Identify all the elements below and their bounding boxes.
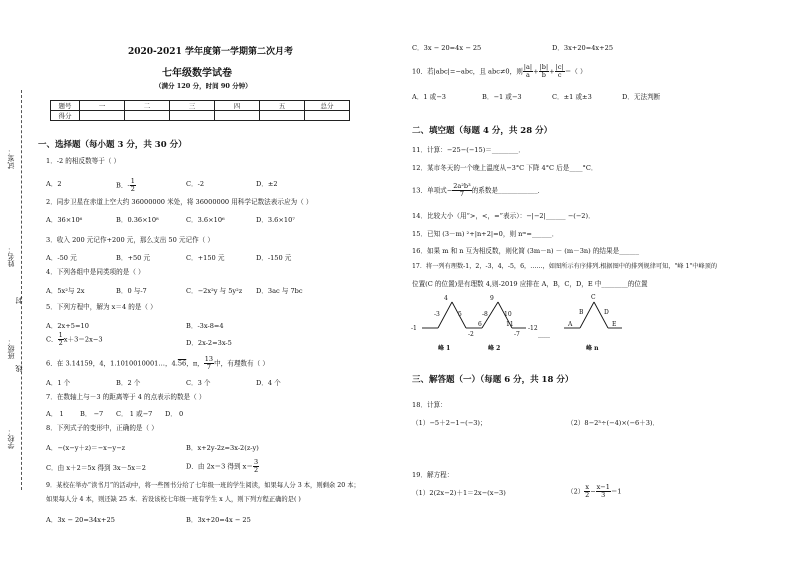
binding-label-name: 姓名： <box>7 246 15 267</box>
exam-note: （满分 120 分，时间 90 分钟） <box>155 82 252 90</box>
question-4: 4．下列各组中是同类项的是（ ） <box>46 268 145 276</box>
q9-option-d: D．3x+20=4x+25 <box>552 44 614 52</box>
q4-option-a: A．5x²与 2x <box>46 287 85 295</box>
q5-option-c: C． $\frac{1}{2}$ x＋3＝2x−3 <box>46 331 103 347</box>
score-cell: 得分 <box>51 111 80 121</box>
question-18: 18．计算： <box>412 401 447 409</box>
q4-option-c: C．−2x²y 与 5y²z <box>186 287 243 295</box>
exam-title: 2020-2021 学年度第一学期第二次月考 <box>128 47 293 57</box>
q3-option-c: C．+150 元 <box>186 254 225 262</box>
peak-label: -8 <box>482 311 488 318</box>
q1-option-a: A．2 <box>46 180 62 188</box>
question-2: 2．同步卫星在赤道上空大约 36000000 米处，将 36000000 用科学记数法表示应为（ ） <box>46 198 313 206</box>
peak-label: 6 <box>478 321 482 328</box>
question-12: 12．某市冬天的一个晚上温度从−3°C 下降 4°C 后是____°C． <box>412 164 598 172</box>
binding-label-class: 班级： <box>7 338 15 359</box>
peak-letter: A <box>568 321 573 328</box>
q10-option-d: D．无法判断 <box>622 93 661 101</box>
q9-option-a: A．3x − 20=34x+25 <box>46 516 115 524</box>
peak-label: -2 <box>468 331 474 338</box>
q10-option-b: B．−1 或−3 <box>482 93 522 101</box>
score-cell: 题号 <box>51 101 80 111</box>
q4-option-d: D．3ac 与 7bc <box>256 287 303 295</box>
question-19: 19．解方程： <box>412 471 454 479</box>
peak-letter: B <box>579 309 584 316</box>
q3-option-b: B．+50 元 <box>116 254 151 262</box>
binding-label-seal: 封 <box>15 297 23 304</box>
peak-label: -12 <box>528 325 538 332</box>
peaks-diagram <box>408 290 638 354</box>
score-cell: 总分 <box>305 101 350 111</box>
score-cell: 二 <box>125 101 170 111</box>
section-1-heading: 一、选择题（每小题 3 分，共 30 分） <box>38 140 187 150</box>
peak-caption: 峰 1 <box>438 345 451 352</box>
q1-option-c: C．-2 <box>186 180 205 188</box>
peak-label: -1 <box>411 325 417 332</box>
question-15: 15．已知 (3－m) ²+|n+2|=0，则 nᵐ=______． <box>412 230 559 238</box>
question-17-line-1: 17．将一列有理数-1，2，-3，4，-5，6，……，如图所示有序排列.根据图中的排列规律可知，"峰 1"中峰顶的 <box>412 263 718 270</box>
peak-letter: E <box>612 321 617 328</box>
exam-subtitle: 七年级数学试卷 <box>162 68 232 79</box>
binding-dashed-line <box>21 90 22 490</box>
peak-letter: D <box>604 309 609 316</box>
q1-option-d: D．±2 <box>256 180 278 188</box>
q2-option-a: A．36×10⁶ <box>46 216 83 224</box>
peak-dots: …… <box>538 333 550 340</box>
question-7: 7．在数轴上与－3 的距离等于 4 的点表示的数是（ ） <box>46 393 206 401</box>
score-cell: 一 <box>80 101 125 111</box>
q8-option-a: A．−(x−y＋z)＝−x−y−z <box>46 444 126 452</box>
question-9-line-2: 如果每人分 4 本，则还缺 25 本．若设该校七年级一班有学生 x 人，则下列方程正确的是( ) <box>46 496 301 503</box>
score-table <box>50 100 350 121</box>
question-8: 8．下列式子的变形中，正确的是（ ） <box>46 424 158 432</box>
question-5: 5．下列方程中，解为 x＝4 的是（ ） <box>46 303 157 311</box>
section-3-heading: 三、解答题（一）（每题 6 分，共 18 分） <box>412 375 574 385</box>
binding-label-room: 试室： <box>7 148 15 169</box>
q3-option-a: A．-50 元 <box>46 254 77 262</box>
score-cell: 三 <box>170 101 215 111</box>
q9-option-b: B．3x+20=4x − 25 <box>186 516 251 524</box>
question-18-part-2: （2）8−2³÷(−4)×(−6＋3)． <box>567 419 660 427</box>
question-19-part-2: （2） $\frac{x}{2}$ − $\frac{x-1}{3}$ ＝1 <box>567 483 622 499</box>
question-10: 10．若|abc|=−abc，且 abc≠0，则 $\frac{|a|}{a}$ + $\frac{|b|}{b}$ + $\frac{|c|}{c}$ ＝（ ） <box>412 63 587 79</box>
q8-option-c: C．由 x＋2＝5x 得到 3x－5x＝2 <box>46 464 146 472</box>
peak-label: -7 <box>514 331 520 338</box>
question-11: 11．计算：−25−(−15)＝________． <box>412 146 525 154</box>
q7-option-c: C． 1 或−7 <box>116 410 153 418</box>
question-6: 6．在 3.14159，4，1.1010010001…，4.56，π， $\frac{13}{7}$ 中，有理数有（ ） <box>46 355 269 371</box>
question-3: 3．收入 200 元记作+200 元，那么支出 50 元记作（ ） <box>46 236 214 244</box>
q6-option-c: C．3 个 <box>186 379 211 387</box>
q10-option-c: C．±1 或±3 <box>552 93 592 101</box>
q7-option-a: A． 1 <box>46 410 64 418</box>
question-17-line-2: 位置(C 的位置)是有理数 4,则-2019 应排在 A，B，C，D，E 中________的位置 <box>412 280 648 288</box>
peak-line <box>438 302 452 328</box>
question-13: 13．单项式− $\frac{\text{2a²b³}}{7}$ 的系数是____________． <box>412 182 545 198</box>
peak-caption: 峰 n <box>586 345 599 352</box>
q2-option-c: C．3.6×10⁶ <box>186 216 225 224</box>
q3-option-d: D．-150 元 <box>256 254 292 262</box>
peak-label: 10 <box>504 311 512 318</box>
q2-option-d: D．3.6×10⁷ <box>256 216 295 224</box>
q7-option-d: D． 0 <box>165 410 184 418</box>
q1-option-b: B．- $\frac{1}{2}$ <box>116 177 135 193</box>
q2-option-b: B．0.36×10⁸ <box>116 216 159 224</box>
question-1: 1．-2 的相反数等于（ ） <box>46 157 121 165</box>
q10-option-a: A．1 或−3 <box>412 93 446 101</box>
peak-label: 9 <box>490 295 494 302</box>
peak-label: -3 <box>434 311 440 318</box>
q5-option-a: A．2x+5=10 <box>46 322 89 330</box>
q7-option-b: B． −7 <box>80 410 104 418</box>
binding-label-school: 学校： <box>7 428 15 449</box>
section-2-heading: 二、填空题（每题 4 分，共 28 分） <box>412 126 553 136</box>
q8-option-d: D．由 2x＝3 得到 x＝ $\frac{3}{2}$ <box>186 458 259 474</box>
peak-label: 4 <box>444 295 448 302</box>
q5-option-d: D．2x-2=3x-5 <box>186 339 232 347</box>
peak-letter: C <box>591 294 596 301</box>
q6-option-b: B．2 个 <box>116 379 141 387</box>
q9-option-c: C．3x − 20=4x − 25 <box>412 44 482 52</box>
binding-label-line: 线 <box>15 365 23 372</box>
peak-label: 11 <box>506 321 514 328</box>
question-9-line-1: 9．某校在举办“读书月”的活动中，将一些图书分给了七年级一班的学生阅读，如果每人分 3 本，则剩余 20 本； <box>46 482 360 489</box>
q6-option-a: A．1 个 <box>46 379 71 387</box>
score-cell: 五 <box>260 101 305 111</box>
q5-option-b: B．-3x-8=4 <box>186 322 224 330</box>
question-19-part-1: （1）2(2x−2)＋1＝2x−(x−3) <box>412 489 506 497</box>
question-16: 16．如果 m 和 n 互为相反数，则化简 (3m－n) － (m－3n) 的结果是______ <box>412 247 639 255</box>
question-18-part-1: （1）−5＋2−1−(−3)； <box>412 419 487 427</box>
q4-option-b: B．0 与-7 <box>116 287 147 295</box>
peak-caption: 峰 2 <box>488 345 501 352</box>
q8-option-b: B．x+2y-2z=3x-2(z-y) <box>186 444 259 452</box>
question-14: 14．比较大小（用“>，<，=”表示）：−|−2|______ −(−2)． <box>412 212 595 220</box>
peak-label: 5 <box>458 311 462 318</box>
q6-option-d: D．4 个 <box>256 379 281 387</box>
score-cell: 四 <box>215 101 260 111</box>
